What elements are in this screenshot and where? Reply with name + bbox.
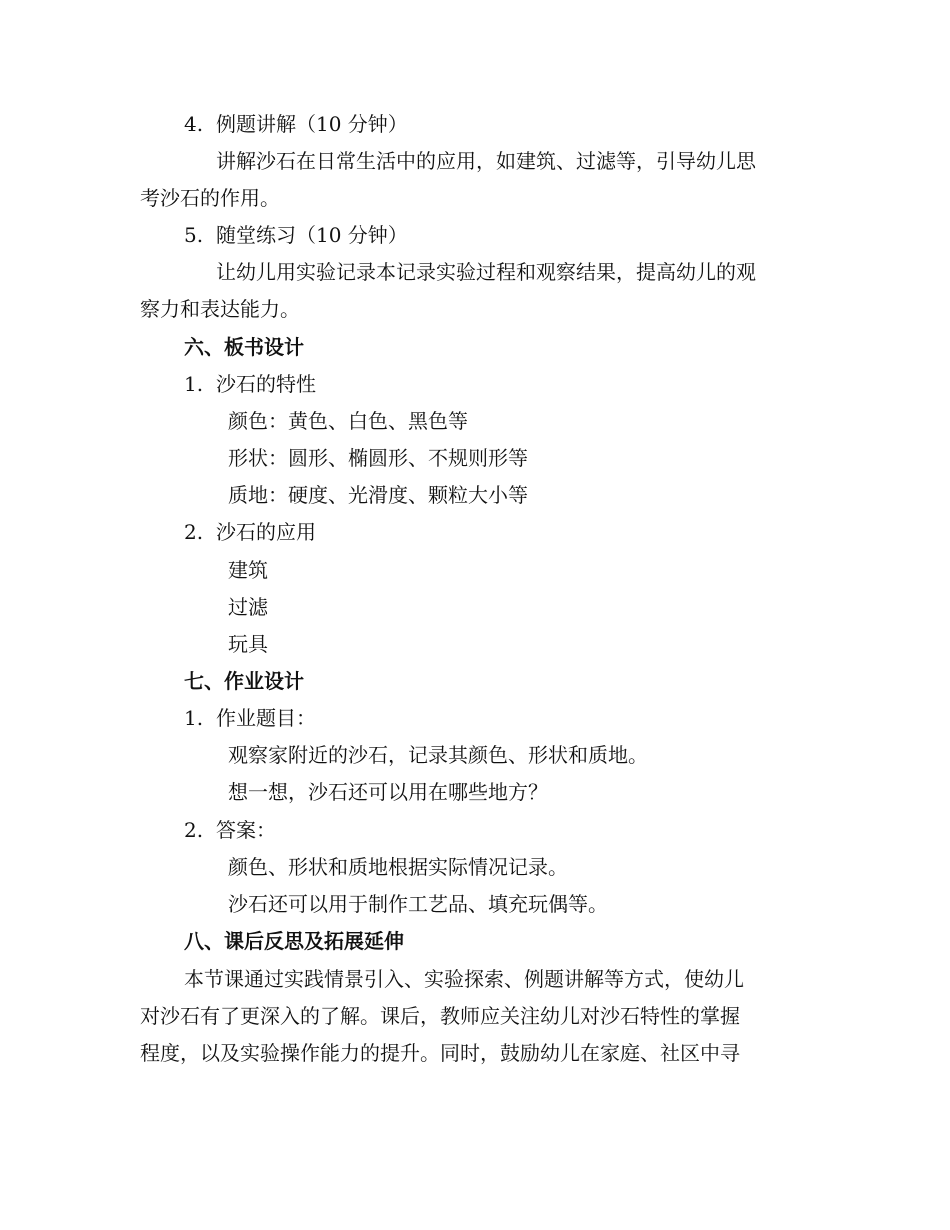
homework-item-1-heading: 1. 作业题目： — [184, 706, 316, 730]
item-5-body-line-1: 让幼儿用实验记录本记录实验过程和观察结果，提高幼儿的观 — [216, 260, 756, 284]
homework-item-2-answer-1: 颜色、形状和质地根据实际情况记录。 — [228, 855, 568, 879]
reflection-line-2: 对沙石有了更深入的了解。课后，教师应关注幼儿对沙石特性的掌握 — [140, 1004, 740, 1028]
item-5-body-line-2: 察力和表达能力。 — [140, 297, 300, 321]
section-7-title: 七、作业设计 — [184, 669, 304, 693]
board-item-2-filter: 过滤 — [228, 595, 268, 619]
reflection-line-1: 本节课通过实践情景引入、实验探索、例题讲解等方式，使幼儿 — [184, 967, 744, 991]
board-item-2-heading: 2. 沙石的应用 — [184, 520, 316, 544]
homework-item-1-task-2: 想一想，沙石还可以用在哪些地方？ — [228, 780, 548, 804]
board-item-1-color: 颜色：黄色、白色、黑色等 — [228, 409, 468, 433]
item-4-body-line-1: 讲解沙石在日常生活中的应用，如建筑、过滤等，引导幼儿思 — [216, 149, 756, 173]
item-4-body-line-2: 考沙石的作用。 — [140, 186, 280, 210]
reflection-line-3: 程度，以及实验操作能力的提升。同时，鼓励幼儿在家庭、社区中寻 — [140, 1041, 740, 1065]
section-6-title: 六、板书设计 — [184, 335, 304, 359]
item-5-heading: 5. 随堂练习（10 分钟） — [184, 223, 408, 247]
homework-item-1-task-1: 观察家附近的沙石，记录其颜色、形状和质地。 — [228, 743, 648, 767]
board-item-2-building: 建筑 — [228, 558, 268, 582]
board-item-1-texture: 质地：硬度、光滑度、颗粒大小等 — [228, 483, 528, 507]
item-4-heading: 4. 例题讲解（10 分钟） — [184, 112, 408, 136]
board-item-1-heading: 1. 沙石的特性 — [184, 372, 316, 396]
board-item-2-toy: 玩具 — [228, 632, 268, 656]
section-8-title: 八、课后反思及拓展延伸 — [184, 929, 404, 953]
board-item-1-shape: 形状：圆形、椭圆形、不规则形等 — [228, 446, 528, 470]
homework-item-2-heading: 2. 答案： — [184, 818, 276, 842]
homework-item-2-answer-2: 沙石还可以用于制作工艺品、填充玩偶等。 — [228, 892, 608, 916]
